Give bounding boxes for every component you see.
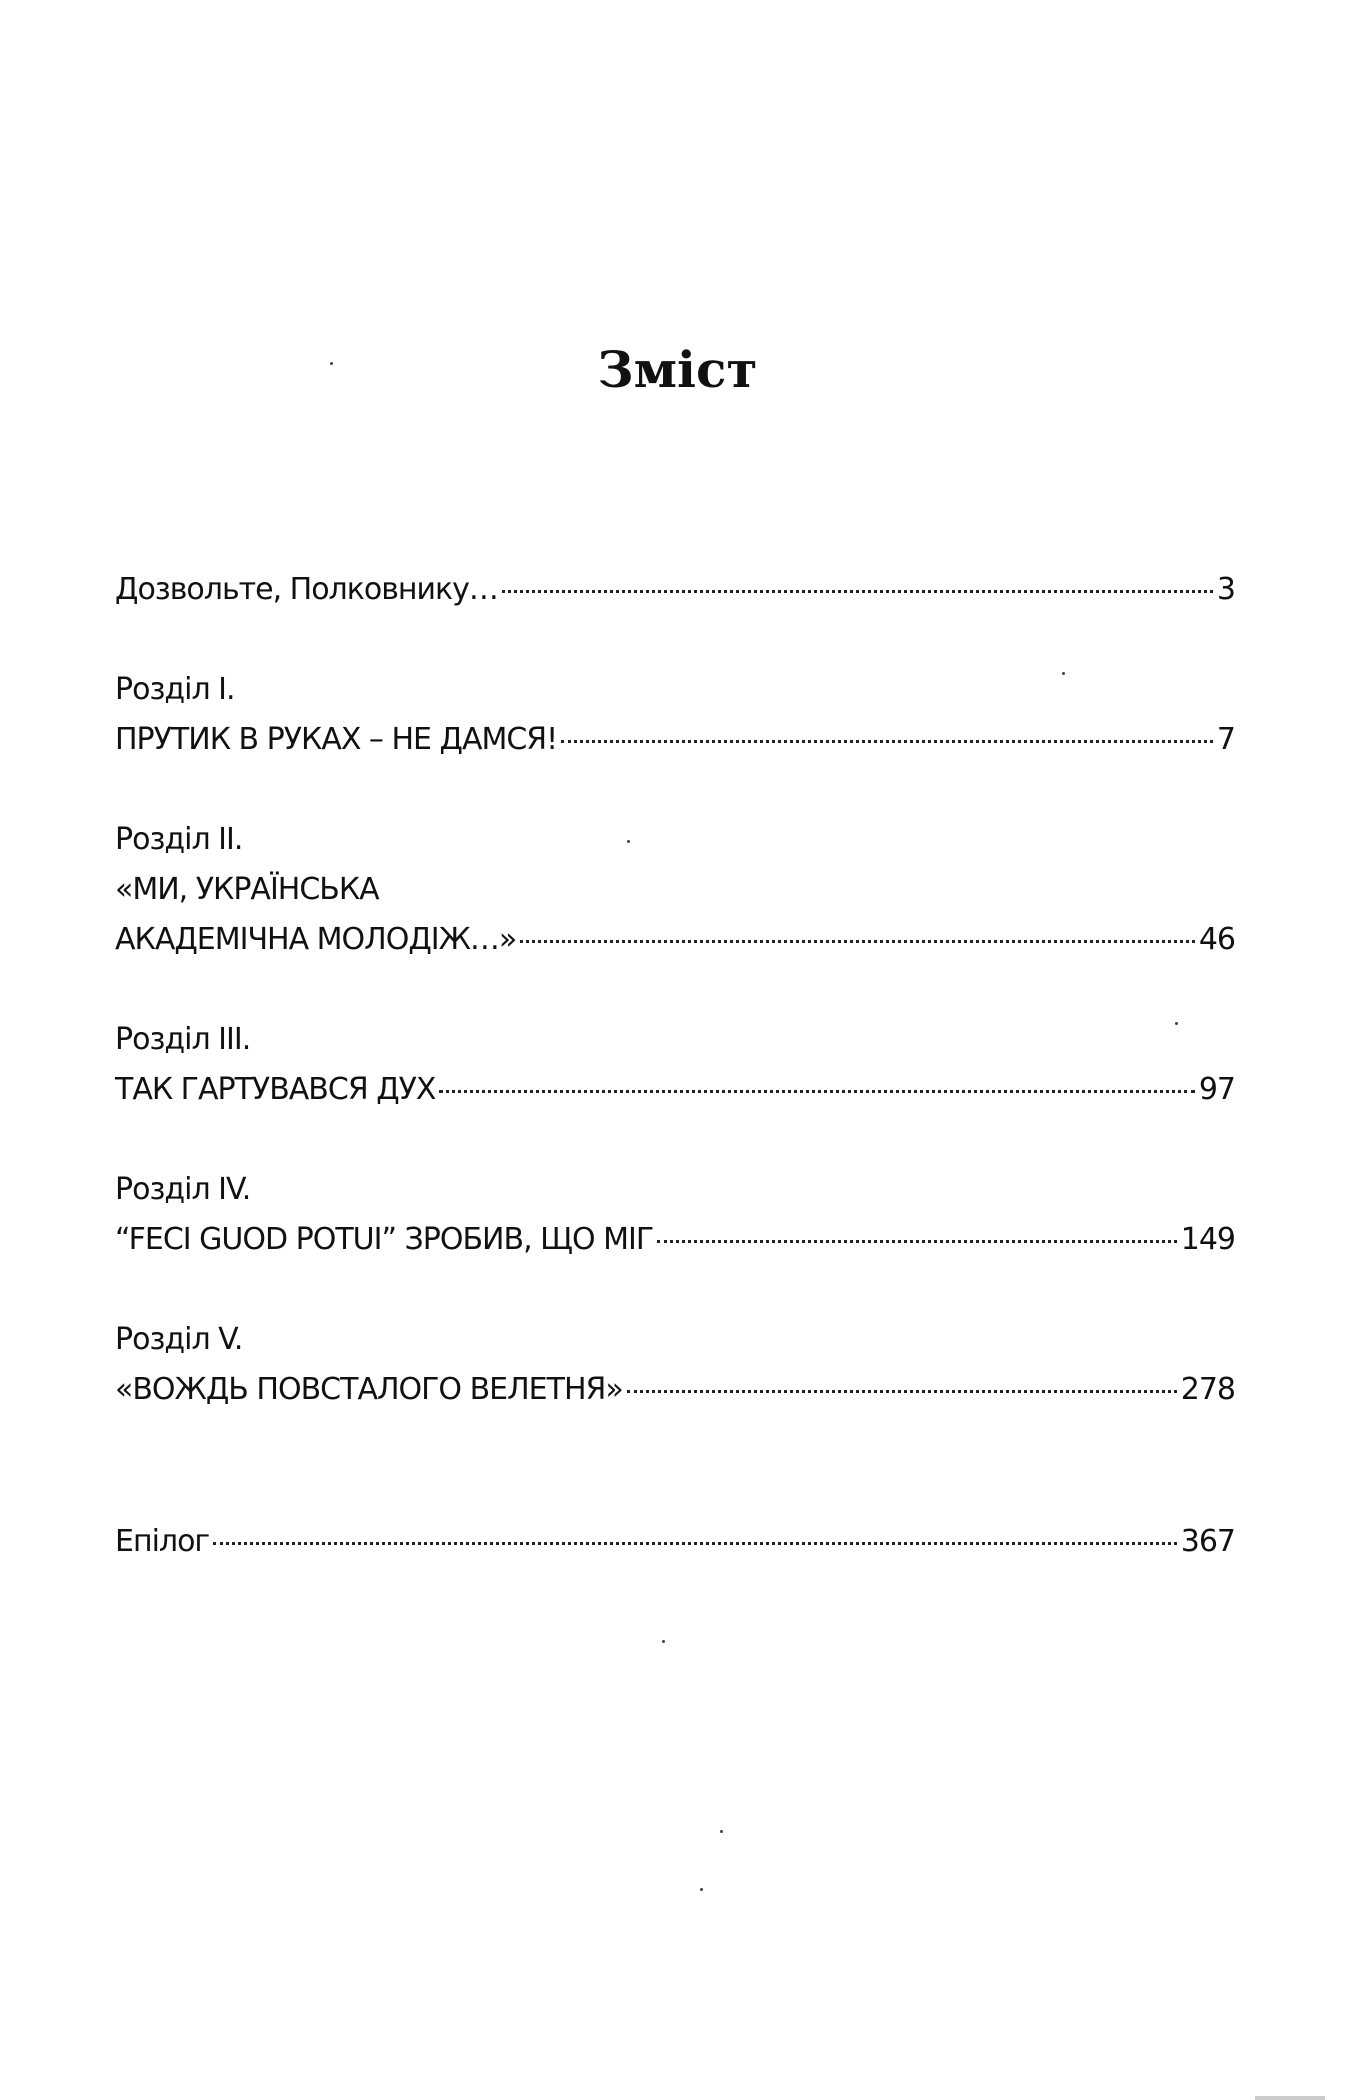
toc-entry-intro: [115, 568, 1235, 612]
toc-entry-epilogue: [115, 1520, 1235, 1564]
chapter-label-3: Розділ III.: [115, 1022, 251, 1057]
toc-entry-chapter-5: [115, 1368, 1235, 1412]
dot-leader: [520, 939, 1195, 943]
scan-speck: [627, 840, 630, 843]
page-number: 97: [1198, 1072, 1235, 1107]
scan-speck: [1175, 1022, 1178, 1025]
dot-leader: [213, 1541, 1177, 1545]
dot-leader: [561, 739, 1213, 743]
dot-leader: [657, 1239, 1177, 1243]
scan-speck: [330, 362, 333, 365]
scan-speck: [662, 1640, 665, 1643]
entry-title: ТАК ГАРТУВАВСЯ ДУХ: [115, 1072, 436, 1107]
dot-leader: [627, 1389, 1177, 1393]
page-title: Зміст: [597, 340, 758, 399]
scan-speck: [1062, 672, 1065, 675]
toc-entry-chapter-1: [115, 718, 1235, 762]
chapter-title-2-line-1: «МИ, УКРАЇНСЬКА: [115, 872, 379, 907]
page-number: 3: [1216, 572, 1235, 607]
chapter-label-5: Розділ V.: [115, 1322, 243, 1357]
dot-leader: [502, 589, 1213, 593]
chapter-label-2: Розділ II.: [115, 822, 243, 857]
entry-title: «ВОЖДЬ ПОВСТАЛОГО ВЕЛЕТНЯ»: [115, 1372, 623, 1407]
toc-entry-chapter-2: [115, 918, 1235, 962]
entry-title: “FECI GUOD POTUI” ЗРОБИВ, ЩО МІГ: [115, 1222, 654, 1257]
scan-speck: [720, 1830, 723, 1833]
scan-edge-mark: [1255, 2096, 1325, 2100]
page-number: 46: [1198, 922, 1235, 957]
chapter-label-1: Розділ I.: [115, 672, 235, 707]
entry-title: Епілог: [115, 1524, 210, 1559]
page-number: 278: [1180, 1372, 1235, 1407]
chapter-label-4: Розділ IV.: [115, 1172, 251, 1207]
page-number: 149: [1180, 1222, 1235, 1257]
entry-title: АКАДЕМІЧНА МОЛОДІЖ…»: [115, 922, 517, 957]
page-number: 367: [1180, 1524, 1235, 1559]
scan-speck: [700, 1888, 703, 1891]
entry-title: ПРУТИК В РУКАХ – НЕ ДАМСЯ!: [115, 722, 558, 757]
entry-title: Дозвольте, Полковнику…: [115, 572, 498, 607]
dot-leader: [439, 1089, 1194, 1093]
page-number: 7: [1216, 722, 1235, 757]
toc-entry-chapter-3: [115, 1068, 1235, 1112]
toc-entry-chapter-4: [115, 1218, 1235, 1262]
